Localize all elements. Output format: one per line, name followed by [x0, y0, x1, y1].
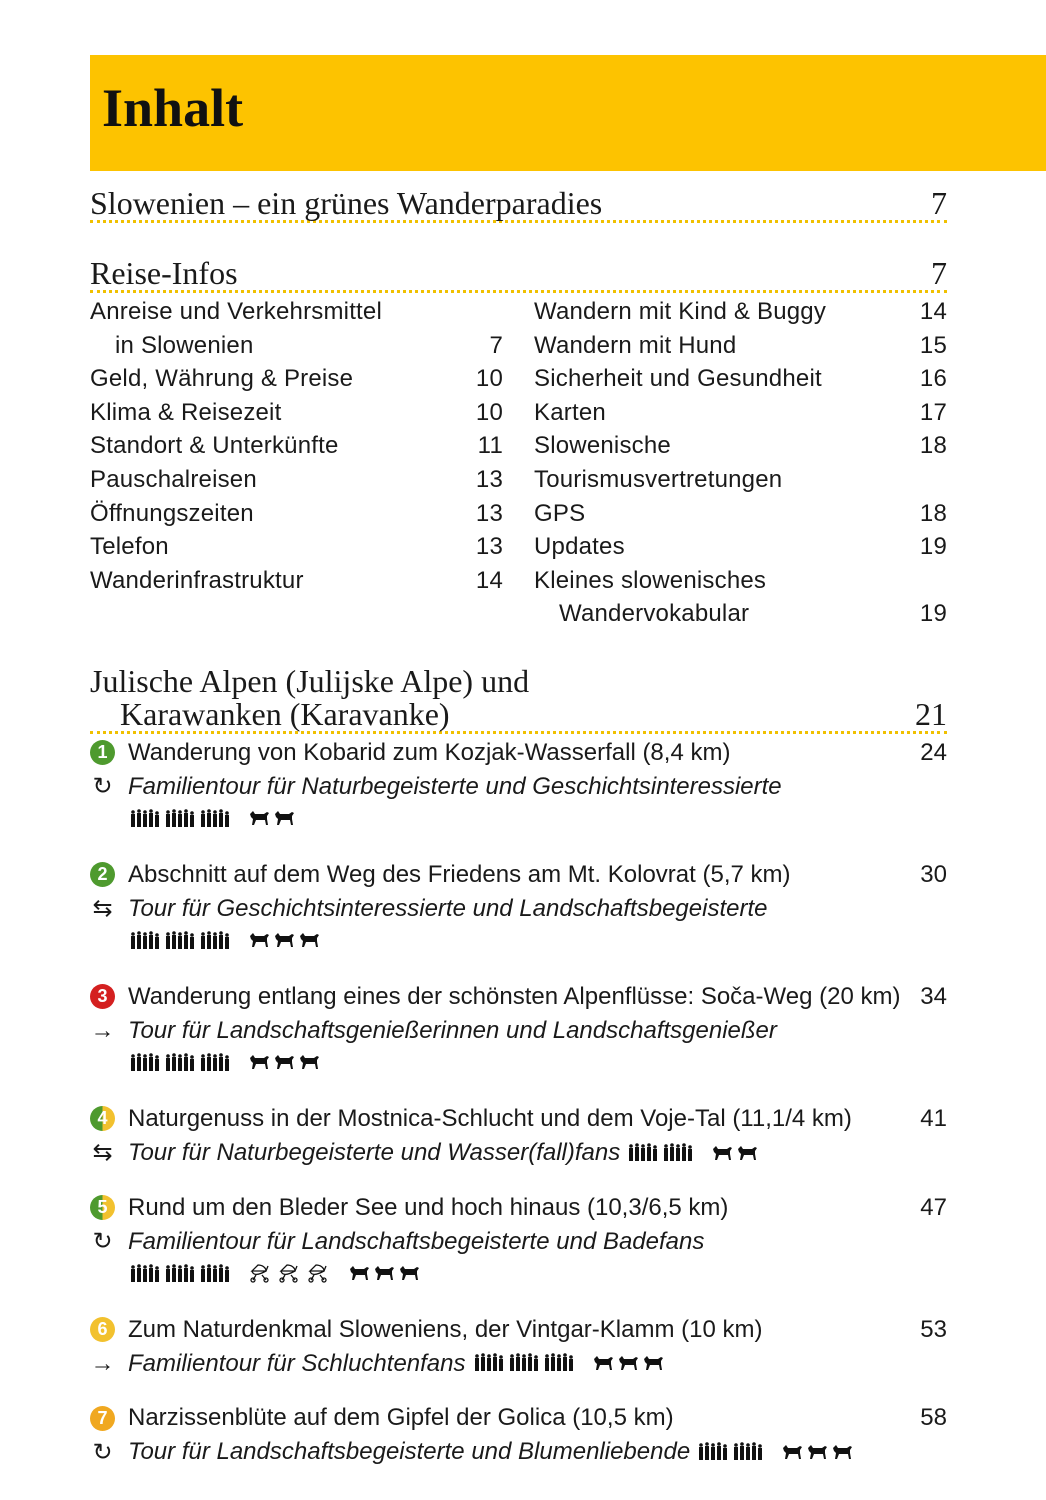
tour-subtitle: Familientour für Naturbegeisterte und Geschichtsinteressierte [128, 772, 782, 800]
toc-entry[interactable] [90, 295, 503, 329]
toc-entry[interactable] [534, 597, 947, 631]
entry-label: Slowenien – ein grünes Wanderparadies [90, 185, 603, 221]
entry-label: Updates [534, 533, 625, 561]
tour-title-line [90, 736, 947, 770]
toc-entry[interactable] [90, 497, 503, 531]
toc-entry[interactable] [534, 564, 947, 598]
icon-row [90, 1048, 947, 1082]
toc-entry[interactable] [534, 295, 947, 329]
family-icon [628, 1137, 660, 1171]
family-icon [544, 1347, 576, 1381]
family-icon [733, 1436, 765, 1470]
tour-subtitle: Tour für Naturbegeisterte und Wasser(fall)fans [128, 1138, 621, 1166]
toc-entry[interactable] [90, 329, 503, 363]
dog-icon [642, 1347, 664, 1381]
region-line1: Julische Alpen (Julijske Alpe) und [90, 662, 530, 699]
tour-entry[interactable] [90, 1401, 947, 1470]
entry-page: 14 [475, 566, 503, 594]
return-arrows-icon: ⇆ [92, 894, 113, 922]
entry-label: Kleines slowenisches [534, 566, 767, 594]
tour-title: Zum Naturdenkmal Sloweniens, der Vintgar-Klamm (10 km) [128, 1315, 763, 1343]
tour-subtitle: Tour für Landschaftsgenießerinnen und Landschaftsgenießer [128, 1016, 777, 1044]
tour-number-badge: 3 [90, 984, 115, 1009]
tour-title-line [90, 1191, 947, 1225]
dog-icon [248, 1054, 270, 1075]
family-icon [200, 1264, 232, 1287]
entry-label: Pauschalreisen [90, 465, 257, 493]
reise-left-column [90, 295, 503, 631]
dog-icon [298, 1054, 320, 1075]
tour-list [90, 736, 947, 1470]
entry-label: Wandervokabular [559, 600, 750, 628]
suitability-icons [130, 1053, 320, 1076]
icon-row [90, 1259, 947, 1293]
dog-icon [248, 810, 270, 831]
region-page: 21 [915, 695, 947, 732]
tour-entry[interactable] [90, 1102, 947, 1171]
subtitle-wrap [128, 1225, 704, 1259]
family-icon [130, 809, 162, 832]
toc-entry[interactable] [534, 530, 947, 564]
family-icon [509, 1347, 541, 1381]
subtitle-wrap [128, 770, 782, 804]
entry-page: 13 [475, 533, 503, 561]
suitability-icons [628, 1137, 758, 1171]
family-icon [663, 1137, 695, 1171]
tour-page: 30 [920, 860, 947, 888]
entry-page: 7 [489, 331, 503, 359]
tour-page: 58 [920, 1404, 947, 1432]
dog-icon [736, 1137, 758, 1171]
stroller-icon [248, 1263, 274, 1288]
entry-page: 18 [919, 432, 947, 460]
family-icon [130, 1053, 162, 1076]
entry-label: Wanderinfrastruktur [90, 566, 304, 594]
tour-title: Narzissenblüte auf dem Gipfel der Golica (10,5 km) [128, 1404, 674, 1432]
suitability-icons [130, 809, 295, 832]
entry-label: Geld, Währung & Preise [90, 365, 354, 393]
entry-label: GPS [534, 499, 586, 527]
entry-page: 13 [475, 499, 503, 527]
tour-title: Rund um den Bleder See und hoch hinaus (10,3/6,5 km) [128, 1193, 729, 1221]
family-icon [130, 931, 162, 954]
tour-subtitle-line [90, 1136, 947, 1171]
toc-entry[interactable] [90, 564, 503, 598]
tour-subtitle-line [90, 1225, 947, 1259]
right-arrow-icon: → [90, 1349, 115, 1377]
tour-subtitle: Tour für Landschaftsbegeisterte und Blumenliebende [128, 1438, 691, 1466]
dog-icon [248, 932, 270, 953]
dog-icon [373, 1265, 395, 1286]
toc-entry[interactable] [534, 497, 947, 531]
page-title: Inhalt [102, 78, 244, 138]
entry-page: 13 [475, 465, 503, 493]
subtitle-wrap [128, 1347, 664, 1382]
toc-entry[interactable] [534, 329, 947, 363]
tour-page: 47 [920, 1193, 947, 1221]
subtitle-wrap [128, 1014, 777, 1048]
right-arrow-icon: → [90, 1016, 115, 1044]
entry-page: 19 [919, 600, 947, 628]
family-icon [200, 931, 232, 954]
entry-label: Wandern mit Hund [534, 331, 737, 359]
icon-row [90, 926, 947, 960]
toc-entry[interactable] [90, 463, 503, 497]
tour-subtitle: Familientour für Schluchtenfans [128, 1349, 466, 1377]
toc-entry-intro[interactable] [90, 186, 947, 223]
subtitle-wrap [128, 892, 767, 926]
tour-entry[interactable] [90, 1191, 947, 1293]
stroller-icon [306, 1263, 332, 1288]
tour-subtitle-line [90, 1347, 947, 1382]
tour-title: Wanderung entlang eines der schönsten Alpenflüsse: Soča-Weg (20 km) [128, 982, 901, 1010]
tour-title-line [90, 1313, 947, 1347]
loop-arrow-icon: ↻ [92, 1438, 113, 1466]
tour-subtitle: Tour für Geschichtsinteressierte und Landschaftsbegeisterte [128, 894, 768, 922]
tour-entry[interactable] [90, 736, 947, 838]
dog-icon [273, 810, 295, 831]
toc-entry[interactable] [534, 429, 947, 496]
entry-label: Anreise und Verkehrsmittel [90, 298, 383, 325]
dog-icon [273, 1054, 295, 1075]
tour-title-line [90, 1102, 947, 1136]
return-arrows-icon: ⇆ [92, 1139, 113, 1167]
loop-arrow-icon: ↻ [92, 772, 113, 800]
entry-page: 14 [919, 298, 947, 325]
tour-title: Naturgenuss in der Mostnica-Schlucht und dem Voje-Tal (11,1/4 km) [128, 1104, 852, 1132]
suitability-icons [698, 1436, 853, 1470]
entry-label: Öffnungszeiten [90, 499, 254, 527]
tour-title: Abschnitt auf dem Weg des Friedens am Mt. Kolovrat (5,7 km) [128, 860, 791, 888]
tour-page: 41 [920, 1104, 947, 1132]
entry-page: 7 [931, 185, 947, 221]
family-icon [130, 1264, 162, 1287]
entry-label: Slowenische Tourismusvertretungen [534, 432, 783, 493]
entry-page: 17 [919, 398, 947, 426]
section-page: 7 [931, 255, 947, 291]
entry-page: 18 [919, 499, 947, 527]
suitability-icons [130, 1263, 420, 1288]
toc-entry[interactable] [90, 429, 503, 463]
region-line2: Karawanken (Karavanke) [120, 695, 450, 732]
dog-icon [711, 1137, 733, 1171]
tour-subtitle-line [90, 1435, 947, 1470]
tour-title-line [90, 980, 947, 1014]
tour-number-badge: 7 [90, 1406, 115, 1431]
reise-right-column [534, 295, 947, 631]
dog-icon [348, 1265, 370, 1286]
toc [90, 186, 947, 1470]
toc-entry[interactable] [90, 362, 503, 396]
tour-number-badge: 4 [90, 1106, 115, 1131]
entry-page: 19 [919, 533, 947, 561]
toc-entry[interactable] [534, 396, 947, 430]
family-icon [165, 809, 197, 832]
tour-subtitle-line [90, 1014, 947, 1048]
entry-page: 15 [919, 331, 947, 359]
entry-label: Standort & Unterkünfte [90, 432, 339, 460]
tour-subtitle-line [90, 892, 947, 926]
tour-number-badge: 5 [90, 1195, 115, 1220]
tour-entry[interactable] [90, 858, 947, 960]
entry-page: 16 [919, 365, 947, 393]
entry-label: Karten [534, 398, 606, 426]
stroller-icon [277, 1263, 303, 1288]
dog-icon [398, 1265, 420, 1286]
reise-columns [90, 295, 947, 631]
entry-page: 10 [475, 365, 503, 393]
entry-label: Klima & Reisezeit [90, 398, 282, 426]
tour-entry[interactable] [90, 980, 947, 1082]
tour-subtitle: Familientour für Landschaftsbegeisterte und Badefans [128, 1227, 705, 1255]
entry-label: Wandern mit Kind & Buggy [534, 298, 827, 325]
family-icon [165, 1053, 197, 1076]
entry-label: Sicherheit und Gesundheit [534, 365, 822, 393]
loop-arrow-icon: ↻ [92, 1227, 113, 1255]
title-band [90, 55, 1046, 171]
tour-number-badge: 2 [90, 862, 115, 887]
dog-icon [806, 1436, 828, 1470]
entry-label: in Slowenien [115, 331, 254, 359]
toc-entry[interactable] [534, 362, 947, 396]
dog-icon [273, 932, 295, 953]
family-icon [200, 1053, 232, 1076]
entry-label: Telefon [90, 533, 169, 561]
section-label: Reise-Infos [90, 255, 238, 291]
tour-subtitle-line [90, 770, 947, 804]
dog-icon [781, 1436, 803, 1470]
family-icon [165, 931, 197, 954]
dog-icon [617, 1347, 639, 1381]
subtitle-wrap [128, 1435, 853, 1470]
tour-title: Wanderung von Kobarid zum Kozjak-Wasserfall (8,4 km) [128, 738, 731, 766]
entry-page: 11 [477, 432, 503, 460]
tour-page: 24 [920, 738, 947, 766]
icon-row [90, 804, 947, 838]
family-icon [698, 1436, 730, 1470]
toc-entry[interactable] [90, 396, 503, 430]
tour-title-line [90, 1401, 947, 1435]
entry-page: 10 [475, 398, 503, 426]
family-icon [200, 809, 232, 832]
subtitle-wrap [128, 1136, 758, 1171]
tour-number-badge: 6 [90, 1317, 115, 1342]
tour-page: 53 [920, 1315, 947, 1343]
suitability-icons [474, 1347, 664, 1381]
tour-number-badge: 1 [90, 740, 115, 765]
tour-entry[interactable] [90, 1313, 947, 1382]
dog-icon [831, 1436, 853, 1470]
suitability-icons [130, 931, 320, 954]
family-icon [165, 1264, 197, 1287]
toc-section-region[interactable] [90, 662, 947, 734]
toc-entry[interactable] [90, 530, 503, 564]
tour-page: 34 [920, 982, 947, 1010]
family-icon [474, 1347, 506, 1381]
dog-icon [592, 1347, 614, 1381]
tour-title-line [90, 858, 947, 892]
toc-section-reise[interactable] [90, 256, 947, 293]
dog-icon [298, 932, 320, 953]
